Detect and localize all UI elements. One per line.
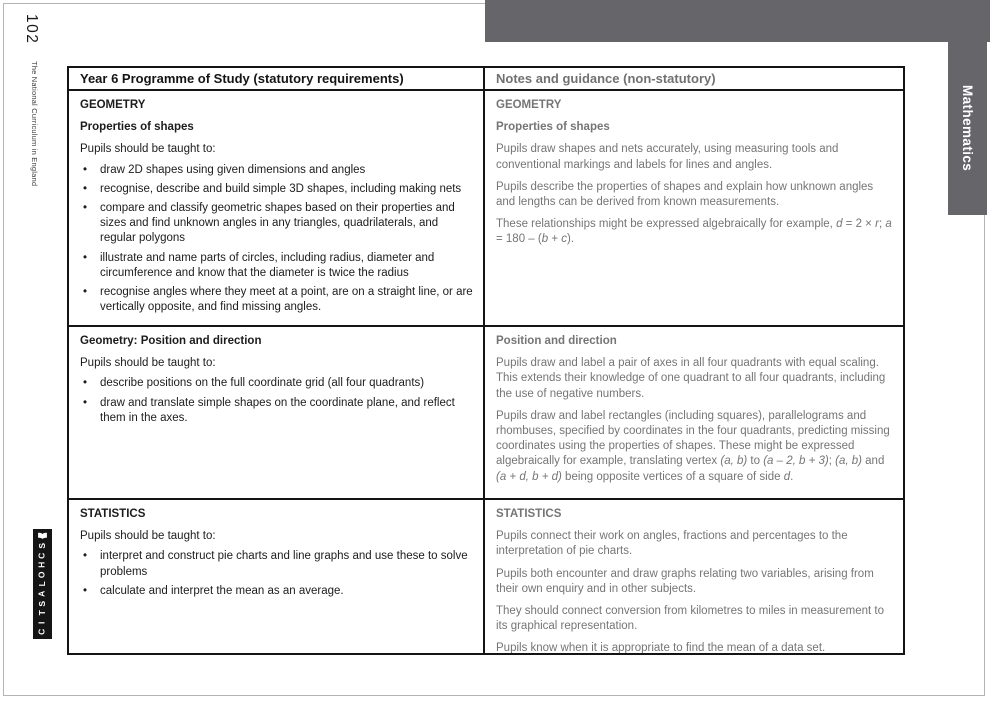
bullet-item: • interpret and construct pie charts and line graphs and use these to solve problems — [80, 549, 474, 579]
section-heading: STATISTICS — [80, 508, 146, 520]
intro-text: Pupils should be taught to: — [80, 143, 216, 156]
notes-paragraph: Pupils describe the properties of shapes and explain how unknown angles and lengths can be derived from known measurements. — [496, 180, 874, 209]
bullet-item: • compare and classify geometric shapes based on their properties and sizes and find unknown angles in any triangles, quadrilaterals, and regular polygons — [80, 201, 474, 247]
notes-cell — [485, 91, 903, 325]
row-geometry-properties — [69, 89, 903, 325]
intro-text: Pupils should be taught to: — [80, 357, 216, 370]
bullet-list — [80, 549, 474, 599]
curriculum-table — [67, 66, 905, 655]
notes-paragraph: Pupils connect their work on angles, fractions and percentages to the interpretation of pie charts. — [496, 530, 848, 558]
scholastic-wordmark: S C H O L A S T I C — [36, 542, 47, 636]
spine-title: The National Curriculum in England — [30, 61, 39, 187]
statutory-header-cell: Year 6 Programme of Study (statutory requirements) — [69, 68, 485, 89]
row-position-and-direction — [69, 325, 903, 498]
section-heading: GEOMETRY — [80, 99, 146, 111]
notes-paragraph: Pupils both encounter and draw graphs relating two variables, arising from their own enquiry and in other subjects. — [496, 567, 874, 595]
statutory-cell — [69, 327, 485, 498]
open-book-icon — [37, 532, 48, 540]
row-statistics — [69, 498, 903, 653]
subject-tab-label: Mathematics — [960, 85, 975, 172]
notes-paragraph: They should connect conversion from kilometres to miles in measurement to its graphical representation. — [496, 605, 884, 633]
notes-cell — [485, 327, 903, 498]
intro-text: Pupils should be taught to: — [80, 530, 216, 543]
statutory-cell — [69, 91, 485, 325]
bullet-item: • recognise, describe and build simple 3D shapes, including making nets — [80, 182, 474, 197]
bullet-item: • calculate and interpret the mean as an average. — [80, 584, 474, 599]
notes-subheading: Properties of shapes — [496, 121, 610, 134]
notes-cell — [485, 500, 903, 653]
header-bar — [485, 0, 990, 42]
notes-paragraph: Pupils draw shapes and nets accurately, using measuring tools and conventional markings and labels for lines and angles. — [496, 143, 839, 171]
section-heading: Geometry: Position and direction — [80, 335, 262, 347]
bullet-item: • draw and translate simple shapes on the coordinate plane, and reflect them in the axes. — [80, 396, 474, 426]
bullet-list — [80, 376, 474, 426]
notes-header-cell: Notes and guidance (non-statutory) — [496, 71, 716, 86]
bullet-item: • recognise angles where they meet at a point, are on a straight line, or are vertically opposite, and find missing angles. — [80, 285, 474, 315]
bullet-item: • illustrate and name parts of circles, including radius, diameter and circumference and know that the diameter is twice the radius — [80, 251, 474, 281]
page-number: 102 — [23, 14, 40, 45]
notes-paragraph: Pupils draw and label rectangles (including squares), parallelograms and rhombuses, specified by coordinates in the four quadrants, predicting missing coordinates using the properties of shapes. These might be expressed algebraically for example, translating vertex (a, b) to (a – 2, b + 3); (a, b) and (a + d, b + d) being opposite vertices of a square of side d. — [496, 409, 890, 483]
table-header-row — [69, 68, 903, 89]
notes-heading: Position and direction — [496, 335, 617, 347]
notes-paragraph: These relationships might be expressed algebraically for example, d = 2 × r; a = 180 – (b + c). — [496, 218, 892, 246]
notes-paragraph: Pupils know when it is appropriate to find the mean of a data set. — [496, 642, 826, 653]
notes-heading: GEOMETRY — [496, 99, 562, 111]
notes-heading: STATISTICS — [496, 508, 562, 520]
bullet-list — [80, 163, 474, 316]
bullet-item: • draw 2D shapes using given dimensions and angles — [80, 163, 474, 178]
statutory-cell — [69, 500, 485, 653]
scholastic-badge — [33, 529, 52, 639]
subject-tab-mathematics — [948, 42, 987, 215]
section-subheading: Properties of shapes — [80, 121, 194, 134]
bullet-item: • describe positions on the full coordinate grid (all four quadrants) — [80, 376, 474, 391]
notes-paragraph: Pupils draw and label a pair of axes in all four quadrants with equal scaling. This extends their knowledge of one quadrant to all four quadrants, including the use of negative numbers. — [496, 357, 886, 400]
